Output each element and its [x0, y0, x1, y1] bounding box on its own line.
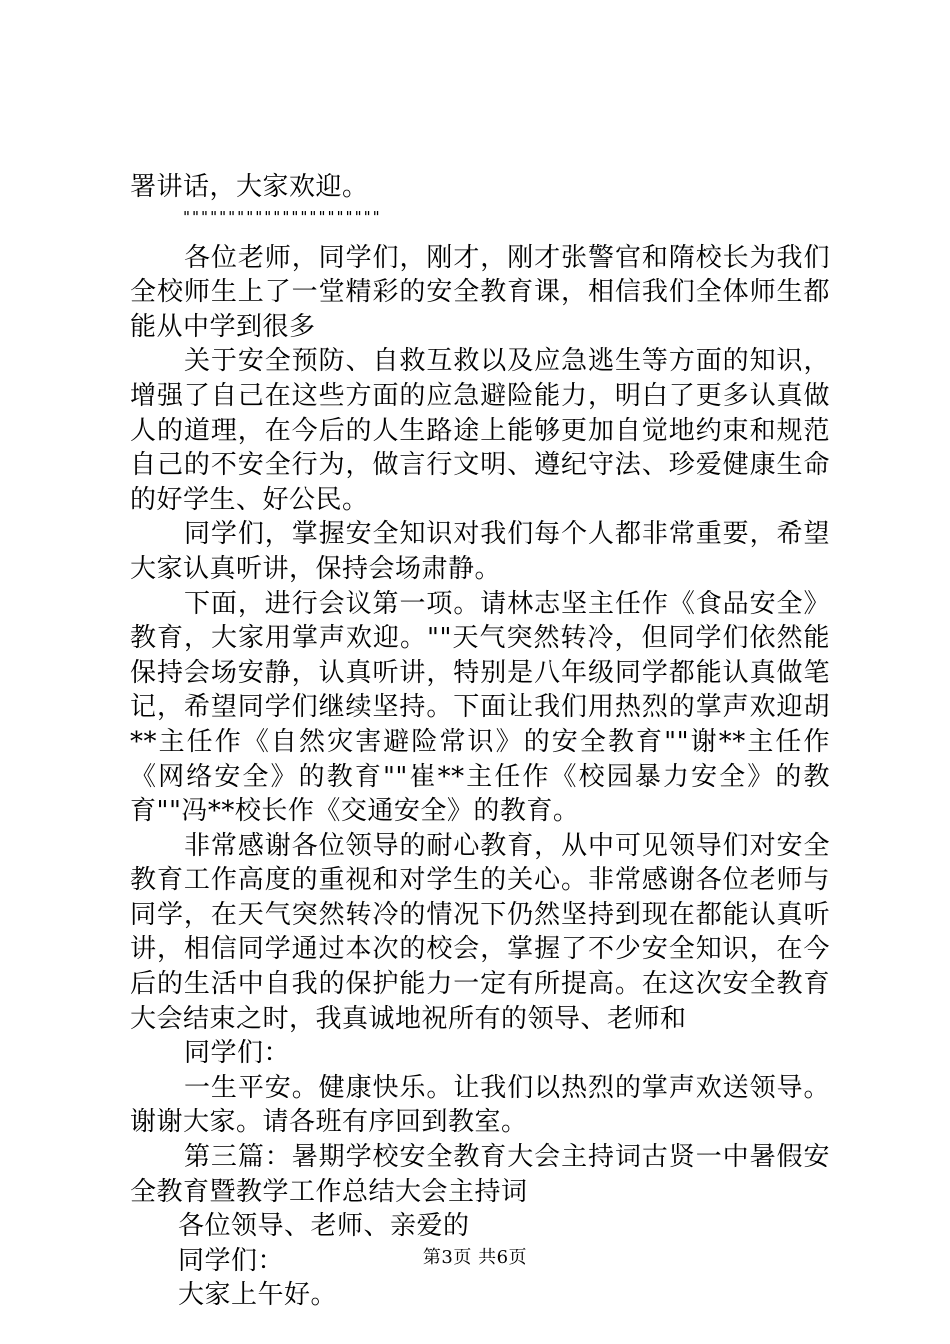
paragraph-greeting: 各位领导、老师、亲爱的: [178, 1211, 470, 1242]
page-number-footer: 第3页 共6页: [422, 1247, 528, 1268]
paragraph-students-address-2: 同学们：: [178, 1245, 285, 1276]
paragraph-safety-knowledge: 关于安全预防、自救互救以及应急逃生等方面的知识，增强了自己在这些方面的应急避险能力，明白了更多认真做人的道理，在今后的人生路途上能够更加自觉地约束和规范自己的不安全行为，做言行文明、遵纪守法、珍爱健康生命的好学生、好公民。: [130, 346, 830, 515]
paragraph-thanks: 非常感谢各位领导的耐心教育，从中可见领导们对安全教育工作高度的重视和对学生的关心。非常感谢各位老师与同学，在天气突然转冷的情况下仍然坚持到现在都能认真听讲，相信同学通过本次的校会，掌握了不少安全知识，在今后的生活中自我的保护能力一定有所提高。在这次安全教育大会结束之时，我真诚地祝所有的领导、老师和: [130, 830, 830, 1034]
document-body: [130, 170, 830, 1313]
paragraph-closing: 一生平安。健康快乐。让我们以热烈的掌声欢送领导。谢谢大家。请各班有序回到教室。: [130, 1072, 830, 1138]
paragraph-listen-request: 同学们，掌握安全知识对我们每个人都非常重要，希望大家认真听讲，保持会场肃静。: [130, 519, 830, 584]
paragraph-opening-remarks: 各位老师，同学们，刚才，刚才张警官和隋校长为我们全校师生上了一堂精彩的安全教育课，相信我们全体师生都能从中学到很多: [130, 242, 830, 342]
paragraph-continuation: 署讲话，大家欢迎。: [130, 172, 369, 202]
paragraph-agenda: 下面，进行会议第一项。请林志坚主任作《食品安全》教育，大家用掌声欢迎。""天气突然转冷，但同学们依然能保持会场安静，认真听讲，特别是八年级同学都能认真做笔记，希望同学们继续坚持。下面让我们用热烈的掌声欢迎胡**主任作《自然灾害避险常识》的安全教育""谢**主任作《网络安全》的教育""崔**主任作《校园暴力安全》的教育""冯**校长作《交通安全》的教育。: [130, 588, 830, 827]
quote-marks-line: """""""""""""""""""""": [182, 207, 381, 226]
section-heading-part-three: 第三篇：暑期学校安全教育大会主持词古贤一中暑假安全教育暨教学工作总结大会主持词: [130, 1142, 830, 1207]
paragraph-good-morning: 大家上午好。: [178, 1280, 338, 1311]
paragraph-students-address: 同学们：: [184, 1038, 291, 1069]
